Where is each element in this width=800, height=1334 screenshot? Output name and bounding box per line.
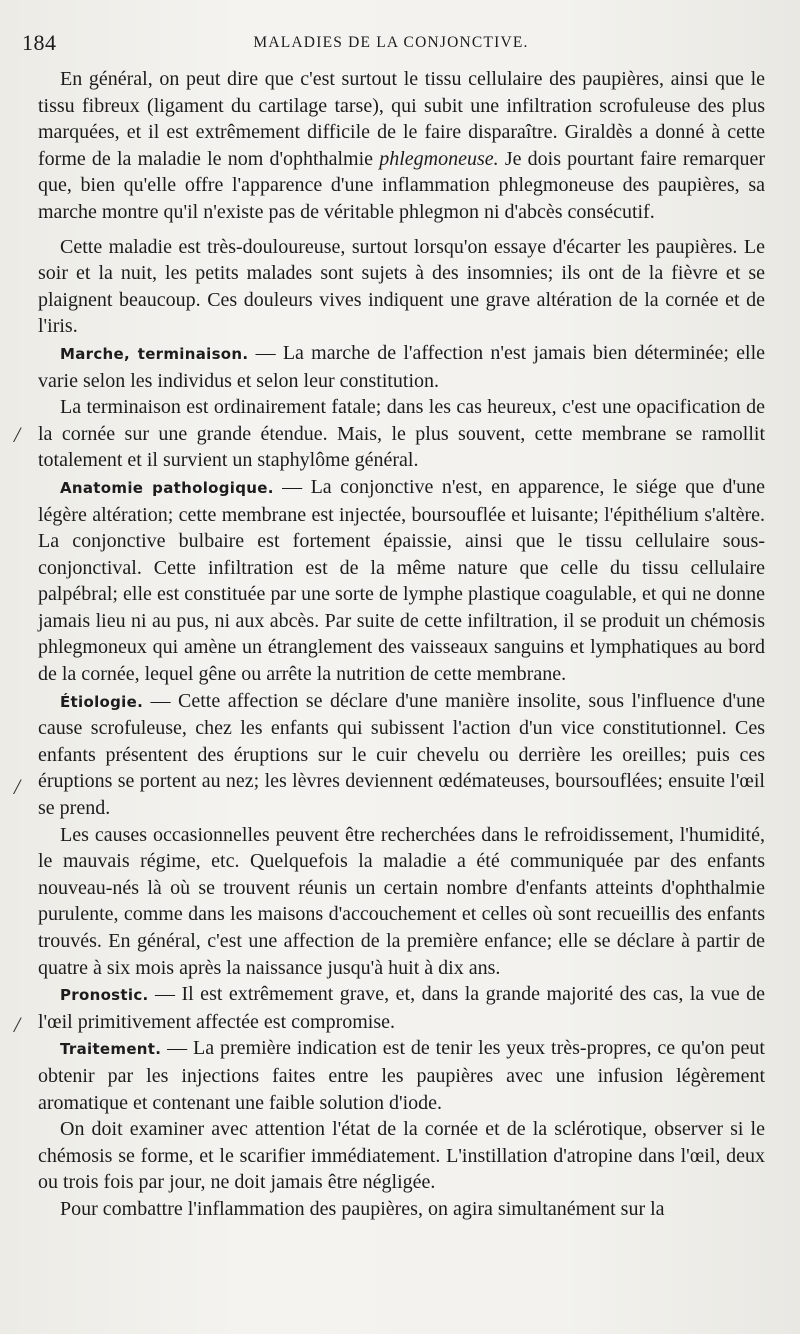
section-rubric: Anatomie pathologique.	[60, 478, 274, 497]
paragraph-marche: Marche, terminaison. — La marche de l'affection n'est jamais bien déterminée; elle varie selon les individus et selon leur constitution.	[38, 341, 765, 392]
margin-annotation-mark: /	[14, 1012, 21, 1037]
paragraph-anatomie: Anatomie pathologique. — La conjonctive n'est, en apparence, le siége que d'une légère altération; cette membrane est injectée, boursouflée et luisante; l'épithélium s'altère. La conjonctive bulbaire est fortement épaissie, ainsi que le tissu cellulaire sous-conjonctival. Cette infiltration est de la même nature que celle du tissu cellulaire palpébral; elle est constituée par une sorte de lymphe plastique coagulable, et qui ne donne jamais lieu ni au pus, ni aux abcès. Par suite de cette infiltration, il se produit un chémosis phlegmoneux qui amène un étranglement des vaisseaux sanguins et lymphatiques au bord de la cornée, lequel gêne ou arrête la nutrition de cette membrane.	[38, 475, 766, 686]
paragraph-etiologie: Étiologie. — Cette affection se déclare d'une manière insolite, sous l'influence d'une cause scrofuleuse, chez les enfants qui subissent l'action d'un vice constitutionnel. Ces enfants présentent des éruptions sur le cuir chevelu ou derrière les oreilles; puis ces éruptions se portent au nez; les lèvres deviennent œdémateuses, boursouflées; ensuite l'œil se prend.	[38, 689, 765, 820]
paragraph: En général, on peut dire que c'est surtout le tissu cellulaire des paupières, ainsi que le tissu fibreux (ligament du cartilage tarse), qui subit une infiltration scrofuleuse des plus marquées, et il est extrêmement difficile de le faire disparaître. Giraldès a donné à cette forme de la maladie le nom d'ophthalmie phlegmoneuse. Je dois pourtant faire remarquer que, bien qu'elle offre l'apparence d'une inflammation phlegmoneuse des paupières, sa marche montre qu'il n'existe pas de véritable phlegmon ni d'abcès consécutif.	[38, 68, 765, 223]
margin-annotation-mark: /	[14, 774, 21, 799]
margin-annotation-mark: /	[14, 422, 21, 447]
running-head: MALADIES DE LA CONJONCTIVE.	[253, 34, 529, 51]
paragraph: Les causes occasionnelles peuvent être recherchées dans le refroidissement, l'humidité, le mauvais régime, etc. Quelquefois la maladie a été communiquée par des enfants nouveau-nés là où se trouvent réunis un certain nombre d'enfants atteints d'ophthalmie purulente, comme dans les maisons d'accouchement et celles où sont recueillis des enfants trouvés. En général, c'est une affection de la première enfance; elle se déclare à partir de quatre à six mois après la naissance jusqu'à huit à dix ans.	[38, 823, 765, 979]
paragraph: Pour combattre l'inflammation des paupières, on agira simultanément sur la	[60, 1197, 665, 1220]
paragraph: Cette maladie est très-douloureuse, surtout lorsqu'on essaye d'écarter les paupières. Le soir et la nuit, les petits malades sont sujets à des insomnies; ils ont de la fièvre et se plaignent beaucoup. Ces douleurs vives indiquent une grave altération de la cornée et de l'iris.	[38, 235, 765, 338]
paragraph-traitement: Traitement. — La première indication est de tenir les yeux très-propres, ce qu'on peut obtenir par les injections faites entre les paupières avec une infusion légèrement aromatique et contenant une faible solution d'iode.	[38, 1037, 765, 1114]
paragraph-pronostic: Pronostic. — Il est extrêmement grave, et, dans la grande majorité des cas, la vue de l'œil primitivement affectée est compromise.	[38, 983, 765, 1033]
section-rubric: Marche, terminaison.	[60, 344, 249, 363]
page-header	[22, 30, 760, 60]
section-rubric: Pronostic.	[60, 986, 149, 1005]
paragraph: La terminaison est ordinairement fatale; dans les cas heureux, c'est une opacification de la cornée sur une grande étendue. Mais, le plus souvent, cette membrane se ramollit totalement et il survient un staphylôme général.	[38, 396, 765, 472]
body-text	[38, 66, 765, 1223]
paragraph: On doit examiner avec attention l'état de la cornée et de la sclérotique, observer si le chémosis se forme, et le scarifier immédiatement. L'instillation d'atropine dans l'œil, deux ou trois fois par jour, ne doit jamais être négligée.	[38, 1118, 765, 1194]
section-rubric: Traitement.	[60, 1040, 162, 1059]
section-rubric: Étiologie.	[60, 692, 144, 711]
page-number: 184	[22, 30, 57, 55]
